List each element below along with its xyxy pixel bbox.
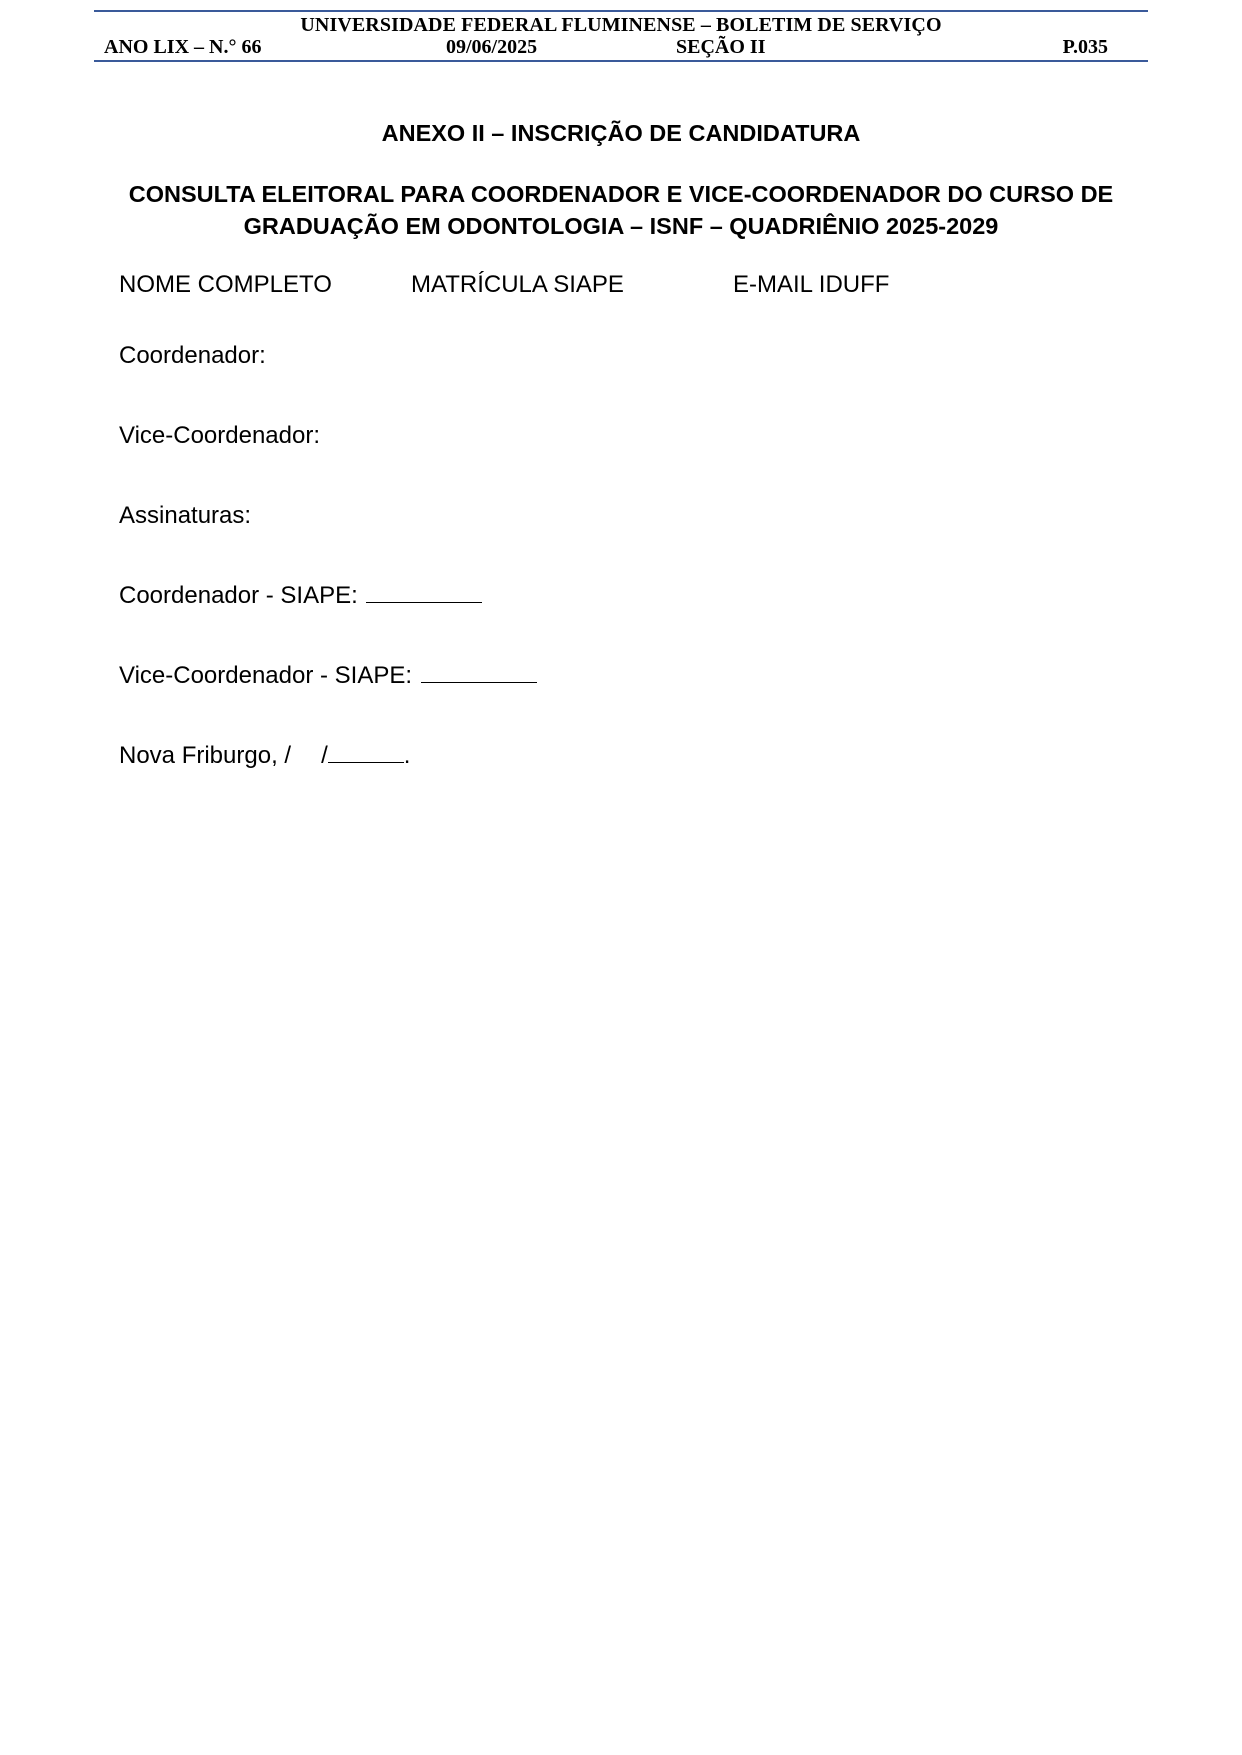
column-header-email: E-MAIL IDUFF bbox=[733, 271, 890, 298]
vice-coordenador-siape-line bbox=[119, 661, 537, 691]
annex-title: ANEXO II – INSCRIÇÃO DE CANDIDATURA bbox=[381, 120, 861, 146]
place-date-slash: / bbox=[321, 742, 328, 769]
column-header-siape: MATRÍCULA SIAPE bbox=[411, 271, 624, 298]
issue-number: ANO LIX – N.° 66 bbox=[104, 36, 262, 58]
column-header-name: NOME COMPLETO bbox=[119, 271, 332, 298]
place-date-prefix: Nova Friburgo, / bbox=[119, 742, 292, 769]
bulletin-header bbox=[94, 10, 1148, 62]
year-blank[interactable] bbox=[328, 744, 404, 763]
section-label: SEÇÃO II bbox=[676, 36, 766, 58]
coordenador-siape-line bbox=[119, 581, 482, 611]
vice-coordenador-siape-blank[interactable] bbox=[421, 664, 537, 683]
coordenador-siape-label: Coordenador - SIAPE: bbox=[119, 582, 358, 609]
document-subtitle: CONSULTA ELEITORAL PARA COORDENADOR E VICE-COORDENADOR DO CURSO DE GRADUAÇÃO EM ODONTOLOGIA – ISNF – QUADRIÊNIO 2025-2029 bbox=[128, 181, 1114, 239]
coordenador-label: Coordenador: bbox=[119, 342, 266, 369]
signatures-label: Assinaturas: bbox=[119, 502, 252, 529]
coordenador-siape-blank[interactable] bbox=[366, 584, 482, 603]
page-number: P.035 bbox=[1062, 36, 1108, 58]
vice-coordenador-siape-label: Vice-Coordenador - SIAPE: bbox=[119, 662, 413, 689]
place-date-line bbox=[119, 741, 410, 771]
place-date-end: . bbox=[403, 742, 411, 769]
issue-date: 09/06/2025 bbox=[446, 36, 538, 58]
bulletin-title: UNIVERSIDADE FEDERAL FLUMINENSE – BOLETIM DE SERVIÇO bbox=[300, 14, 942, 36]
vice-coordenador-label: Vice-Coordenador: bbox=[119, 422, 321, 449]
